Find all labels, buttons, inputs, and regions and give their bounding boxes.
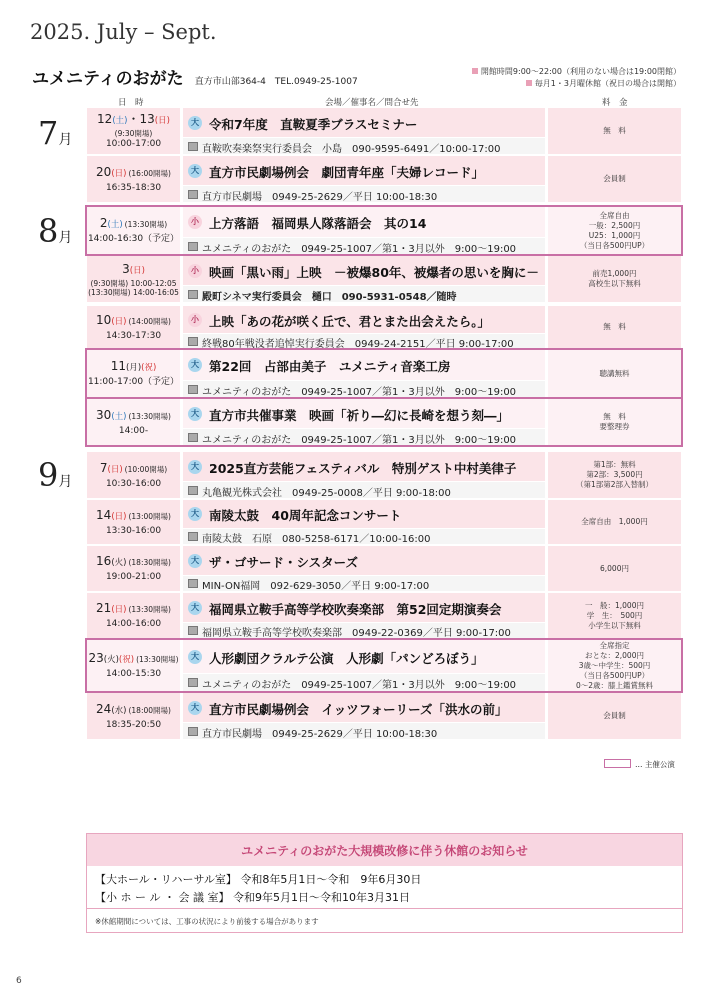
doors-open: (13:00開場): [128, 511, 171, 521]
contact-icon: [188, 486, 198, 495]
hall-badge-icon: 大: [188, 460, 202, 474]
event-date: 14(日) (13:00開場): [96, 507, 171, 522]
hall-badge-icon: 大: [188, 164, 202, 178]
fee-cell: 6,000円: [548, 546, 681, 591]
event-date: 3(日): [122, 261, 145, 276]
event-title: 直方市共催事業 映画「祈り―幻に長崎を想う刻―」: [209, 408, 510, 423]
event-time: 18:35-20:50: [105, 719, 162, 730]
event-date: 12(土)・13(日): [97, 112, 170, 126]
event-date: 23(火)(祝) (13:30開場): [88, 651, 179, 665]
event-contact: 終戦80年戦没者追悼実行委員会 0949-24-2151／平日 9:00-17:00: [202, 339, 514, 350]
bullet-square-icon: [526, 80, 532, 86]
column-header-fee: 料 金: [602, 98, 628, 108]
event-row: [87, 693, 681, 739]
date-cell: [87, 593, 180, 638]
event-time: 14:00-16:00: [105, 619, 162, 629]
event-contact: 直鞍吹奏楽祭実行委員会 小島 090-9595-6491／10:00-17:00: [202, 144, 501, 155]
weekday-label: (土): [111, 411, 127, 422]
hall-badge-icon: 大: [188, 358, 202, 372]
page-number: 6: [16, 976, 22, 986]
month-label-august: 8月: [38, 212, 73, 250]
event-cell: [183, 256, 545, 302]
contact-icon: [188, 290, 198, 299]
event-title: 南陵太鼓 40周年記念コンサート: [209, 508, 402, 523]
fee-cell: 全席自由 一般：2,500円 U25：1,000円 （当日各500円UP）: [548, 207, 681, 254]
event-row: [87, 306, 681, 348]
weekday-label: (土): [112, 116, 128, 126]
event-title: 直方市民劇場例会 劇団青年座「夫婦レコード」: [209, 165, 485, 180]
event-row: [87, 593, 681, 638]
event-cell: [183, 207, 545, 254]
date-cell: [87, 500, 180, 544]
month-label-september: 9月: [38, 456, 73, 494]
closure-notice: [86, 833, 683, 933]
event-title: 2025直方芸能フェスティバル 特別ゲスト中村美律子: [209, 461, 517, 476]
column-header-date: 日 時: [118, 98, 144, 108]
notice-footnote: ※休館期間については、工事の状況により前後する場合があります: [95, 917, 319, 926]
legend-label: … 主催公演: [635, 760, 675, 769]
date-cell: [87, 207, 180, 254]
weekday-label: (土): [107, 220, 123, 230]
hall-badge-icon: 大: [188, 507, 202, 521]
doors-open: (13:30開場): [124, 220, 168, 229]
weekday-label: (日): [111, 511, 127, 522]
weekday-label: (日): [111, 316, 127, 327]
fee-cell: 聴講無料: [548, 350, 681, 397]
weekday-label: (火): [103, 655, 119, 665]
date-cell: [87, 640, 180, 691]
doors-open: (14:00開場): [128, 316, 171, 326]
venue-header: [32, 64, 358, 89]
date-cell: [87, 256, 180, 302]
hall-badge-icon: 小: [188, 264, 202, 278]
weekday-label: (火): [111, 558, 127, 568]
date-cell: [87, 452, 180, 498]
event-row: [87, 640, 681, 691]
notice-line-small-hall: 【小 ホ ー ル ・ 会 議 室】 令和9年5月1日～令和10年3月31日: [95, 891, 410, 904]
weekday-label: (水): [111, 705, 127, 716]
event-row: [87, 452, 681, 498]
weekday-label: (日): [111, 168, 127, 179]
month-label-july: 7月: [38, 114, 73, 152]
date-cell: [87, 156, 180, 202]
event-time: 14:30-17:30: [105, 330, 162, 341]
contact-icon: [188, 678, 198, 687]
event-title: 第22回 占部由美子 ユメニティ音楽工房: [209, 359, 451, 374]
hall-badge-icon: 大: [188, 701, 202, 715]
event-cell: [183, 306, 545, 348]
notice-title: ユメニティのおがた大規模改修に伴う休館のお知らせ: [87, 834, 682, 866]
fee-cell: 会員制: [548, 693, 681, 739]
doors-open: (13:30開場): [128, 411, 171, 421]
event-time: 10:00-17:00: [105, 139, 162, 149]
event-title: ザ・ゴサード・シスターズ: [209, 555, 359, 570]
event-time: 13:30-16:00: [105, 525, 162, 536]
contact-icon: [188, 142, 198, 151]
event-contact: 直方市民劇場 0949-25-2629／平日 10:00-18:30: [202, 729, 438, 740]
event-row: [87, 500, 681, 544]
event-title: 福岡県立鞍手高等学校吹奏楽部 第52回定期演奏会: [209, 602, 502, 617]
event-date: 2(土) (13:30開場): [99, 216, 168, 230]
note-hours: 開館時間9:00～22:00（利用のない場合は19:00閉館）: [480, 67, 681, 76]
event-date: 16(火) (18:30開場): [96, 554, 171, 568]
column-header-event: 会場／催事名／問合せ先: [325, 98, 419, 108]
doors-open: (16:00開場): [128, 168, 171, 178]
legend: [604, 759, 675, 770]
doors-open: (13:30開場): [128, 605, 171, 614]
hall-badge-icon: 大: [188, 650, 202, 664]
weekday-label: (祝): [118, 655, 135, 665]
contact-icon: [188, 337, 198, 346]
date-cell: [87, 350, 180, 397]
event-date: 24(水) (18:00開場): [96, 701, 171, 716]
fee-cell: 全席指定 おとな：2,000円 3歳～中学生：500円 （当日各500円UP） 0～2歳：膝上鑑賞無料: [548, 640, 681, 691]
doors-open: (9:30開場): [114, 129, 153, 138]
event-contact: 丸亀観光株式会社 0949-25-0008／平日 9:00-18:00: [202, 488, 451, 499]
event-contact: 殿町シネマ実行委員会 樋口 090-5931-0548／随時: [202, 292, 457, 303]
contact-icon: [188, 579, 198, 588]
fee-cell: 無 料: [548, 306, 681, 348]
contact-icon: [188, 532, 198, 541]
season-title: 2025. July – Sept.: [30, 20, 217, 44]
hall-badge-icon: 大: [188, 601, 202, 615]
event-contact: MIN-ON福岡 092-629-3050／平日 9:00-17:00: [202, 581, 430, 592]
fee-cell: 無 料 要整理券: [548, 399, 681, 445]
event-title: 令和7年度 直鞍夏季ブラスセミナー: [209, 117, 418, 132]
event-row: [87, 350, 681, 397]
contact-icon: [188, 433, 198, 442]
weekday-label: (日): [129, 265, 145, 276]
event-title: 映画「黒い雨」上映 －被爆80年、被爆者の思いを胸に－: [209, 265, 539, 280]
weekday-label: (日): [154, 116, 170, 126]
event-title: 上映「あの花が咲く丘で、君とまた出会えたら。」: [209, 314, 491, 329]
hall-badge-icon: 小: [188, 215, 202, 229]
event-cell: [183, 500, 545, 544]
event-cell: [183, 350, 545, 397]
event-time: 19:00-21:00: [105, 572, 162, 582]
event-date: 10(日) (14:00開場): [96, 312, 171, 327]
event-row: [87, 108, 681, 154]
date-cell: [87, 306, 180, 348]
event-title: 人形劇団クラルテ公演 人形劇「パンどろぼう」: [209, 651, 484, 666]
organizer-box-icon: [604, 759, 631, 768]
doors-open: (13:30開場): [136, 655, 179, 664]
event-contact: 南陵太鼓 石原 080-5258-6171／10:00-16:00: [202, 534, 431, 545]
event-row: [87, 156, 681, 202]
event-date: 7(日) (10:00開場): [99, 460, 168, 475]
contact-icon: [188, 190, 198, 199]
date-cell: [87, 108, 180, 154]
event-time: 16:35-18:30: [105, 182, 162, 193]
event-time: 10:30-16:00: [105, 478, 162, 489]
event-cell: [183, 452, 545, 498]
notice-line-hall: 【大ホール・リハーサル室】 令和8年5月1日～令和 9年6月30日: [95, 873, 422, 886]
event-time: (9:30開場) 10:00-12:05 (13:30開場) 14:00-16:05: [88, 278, 179, 297]
event-row: [87, 256, 681, 302]
notice-divider: [87, 908, 682, 909]
bullet-square-icon: [472, 68, 478, 74]
fee-cell: 一 般：1,000円 学 生： 500円 小学生以下無料: [548, 593, 681, 638]
event-date: 20(日) (16:00開場): [96, 164, 171, 179]
fee-cell: 会員制: [548, 156, 681, 202]
event-contact: 福岡県立鞍手高等学校吹奏楽部 0949-22-0369／平日 9:00-17:00: [202, 628, 511, 639]
event-contact: ユメニティのおがた 0949-25-1007／第1・3月以外 9:00～19:00: [202, 244, 517, 255]
event-cell: [183, 593, 545, 638]
hall-badge-icon: 大: [188, 407, 202, 421]
event-date: 21(日) (13:30開場): [96, 601, 171, 615]
date-cell: [87, 546, 180, 591]
contact-icon: [188, 242, 198, 251]
event-title: 上方落語 福岡県人隊落語会 其の14: [209, 216, 427, 231]
fee-cell: 全席自由 1,000円: [548, 500, 681, 544]
contact-icon: [188, 385, 198, 394]
contact-icon: [188, 727, 198, 736]
event-time: 14:00-16:30（予定）: [87, 234, 180, 244]
event-cell: [183, 546, 545, 591]
weekday-label: (祝): [141, 363, 157, 373]
event-date: 30(土) (13:30開場): [96, 407, 171, 422]
date-cell: [87, 399, 180, 445]
event-contact: ユメニティのおがた 0949-25-1007／第1・3月以外 9:00～19:00: [202, 435, 517, 446]
event-time: 14:00-: [118, 425, 149, 436]
event-cell: [183, 156, 545, 202]
date-cell: [87, 693, 180, 739]
event-cell: [183, 640, 545, 691]
fee-cell: 第1部：無料 第2部：3,500円 （第1部第2部入替制）: [548, 452, 681, 498]
note-closed: 毎月1・3月曜休館（祝日の場合は開館）: [534, 79, 681, 88]
event-contact: ユメニティのおがた 0949-25-1007／第1・3月以外 9:00～19:00: [202, 680, 517, 691]
doors-open: (18:30開場): [128, 558, 171, 567]
venue-address: 直方市山部364-4 TEL.0949-25-1007: [194, 77, 358, 87]
event-title: 直方市民劇場例会 イッツフォーリーズ「洪水の前」: [209, 702, 508, 717]
event-row: [87, 207, 681, 254]
event-contact: ユメニティのおがた 0949-25-1007／第1・3月以外 9:00～19:00: [202, 387, 517, 398]
event-cell: [183, 693, 545, 739]
weekday-label: (日): [111, 605, 127, 615]
weekday-label: (日): [107, 464, 123, 475]
event-contact: 直方市民劇場 0949-25-2629／平日 10:00-18:30: [202, 192, 438, 203]
fee-cell: 前売1,000円 高校生以下無料: [548, 256, 681, 302]
event-cell: [183, 108, 545, 154]
event-time: 14:00-15:30: [105, 669, 162, 679]
fee-cell: 無 料: [548, 108, 681, 154]
doors-open: (10:00開場): [124, 464, 168, 474]
event-row: [87, 399, 681, 445]
hall-badge-icon: 大: [188, 116, 202, 130]
event-row: [87, 546, 681, 591]
doors-open: (18:00開場): [128, 705, 171, 715]
hall-badge-icon: 小: [188, 313, 202, 327]
event-time: 11:00-17:00（予定）: [87, 377, 180, 387]
hall-badge-icon: 大: [188, 554, 202, 568]
event-cell: [183, 399, 545, 445]
contact-icon: [188, 626, 198, 635]
event-date: 11(月)(祝): [110, 359, 157, 373]
weekday-label: (月): [125, 363, 142, 373]
opening-notes: [472, 66, 681, 90]
venue-name: ユメニティのおがた: [32, 69, 184, 89]
